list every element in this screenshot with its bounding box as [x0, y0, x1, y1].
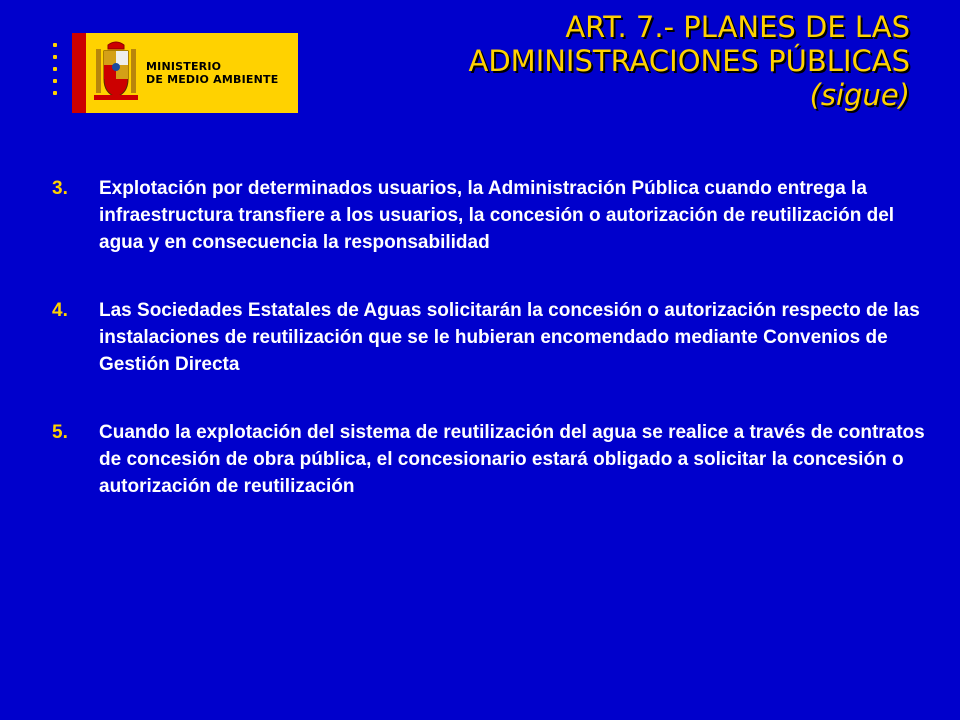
coat-of-arms-icon — [92, 39, 140, 107]
list-item — [52, 297, 932, 378]
eu-stars-stripe — [50, 33, 72, 113]
ministry-name-line1: MINISTERIO — [146, 60, 222, 73]
slide-title — [469, 10, 911, 112]
ministry-name — [146, 60, 278, 86]
list-item — [52, 175, 932, 256]
list-item — [52, 419, 932, 500]
item-number: 4. — [52, 300, 68, 321]
item-text: Las Sociedades Estatales de Aguas solicitarán la concesión o autorización respecto de las instalaciones de reutilización que se le hubieran encomendado mediante Convenios de Gestión Directa — [99, 300, 920, 375]
title-line-2: ADMINISTRACIONES PÚBLICAS — [468, 44, 910, 78]
logo-panel — [86, 33, 298, 113]
item-text: Explotación por determinados usuarios, la Administración Pública cuando entrega la infraestructura transfiere a los usuarios, la concesión o autorización de reutilización del agua y en consecuencia la responsabilidad — [99, 178, 895, 253]
numbered-list — [52, 175, 932, 541]
ministry-logo — [50, 33, 298, 113]
title-line-1: ART. 7.- PLANES DE LAS — [565, 10, 910, 44]
flag-stripe — [72, 33, 86, 113]
item-number: 5. — [52, 422, 68, 443]
item-number: 3. — [52, 178, 68, 199]
ministry-name-line2: DE MEDIO AMBIENTE — [146, 73, 279, 86]
title-line-3: (sigue) — [809, 78, 910, 112]
item-text: Cuando la explotación del sistema de reutilización del agua se realice a través de contratos de concesión de obra pública, el concesionario estará obligado a solicitar la concesión o autorización de reutilización — [99, 422, 925, 497]
